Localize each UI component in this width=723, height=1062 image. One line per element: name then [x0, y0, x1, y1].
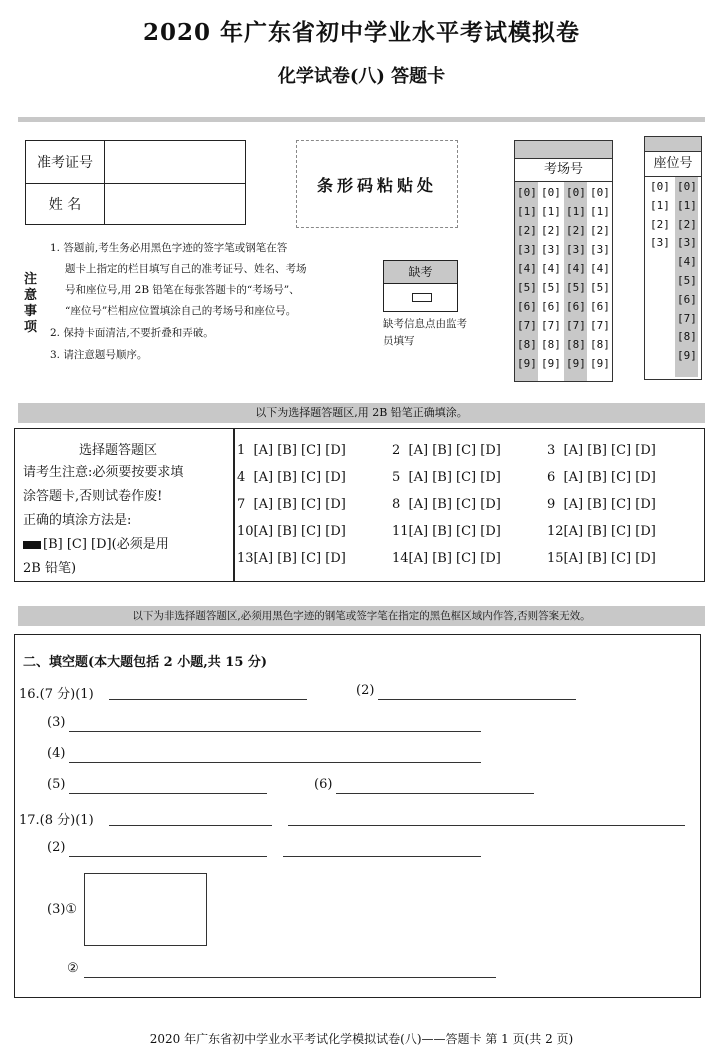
mc-question-7[interactable]: 7 [A] [B] [C] [D]: [237, 497, 346, 512]
q16-3-answer-line[interactable]: [69, 731, 481, 732]
absent-box: [383, 260, 458, 312]
exam-room-bubble[interactable]: [3]: [541, 243, 561, 256]
exam-room-bubble[interactable]: [6]: [541, 300, 561, 313]
q17-1-label: 17.(8 分)(1): [19, 813, 94, 828]
seat-bubble[interactable]: [6]: [677, 292, 697, 306]
exam-room-bubble[interactable]: [8]: [566, 338, 586, 351]
exam-room-bubble[interactable]: [7]: [590, 319, 610, 332]
exam-room-bubble[interactable]: [1]: [590, 205, 610, 218]
note-line: 号和座位号,用 2B 铅笔在每张答题卡的“考场号”、: [65, 284, 300, 296]
note-line: 2. 保持卡面清洁,不要折叠和弄破。: [50, 327, 214, 339]
exam-room-bubble[interactable]: [1]: [541, 205, 561, 218]
exam-room-label: 考场号: [515, 159, 612, 182]
exam-room-bubble[interactable]: [8]: [541, 338, 561, 351]
notes-heading: 注意事项: [24, 272, 38, 335]
mc-question-3[interactable]: 3 [A] [B] [C] [D]: [547, 443, 656, 458]
mc-instruction: [B] [C] [D](必须是用: [43, 537, 169, 552]
exam-room-bubble[interactable]: [2]: [590, 224, 610, 237]
seat-bubble[interactable]: [2]: [650, 217, 670, 231]
exam-room-bubble[interactable]: [0]: [566, 186, 586, 199]
exam-room-bubble[interactable]: [9]: [566, 357, 586, 370]
mc-instruction: 正确的填涂方法是:: [23, 513, 132, 528]
seat-grid: [644, 136, 702, 380]
exam-room-bubble[interactable]: [6]: [517, 300, 537, 313]
seat-label: 座位号: [645, 152, 701, 177]
mc-question-14[interactable]: 14[A] [B] [C] [D]: [392, 551, 501, 566]
note-line: 题卡上指定的栏目填写自己的准考证号、姓名、考场: [65, 263, 307, 275]
exam-id-field[interactable]: [106, 141, 244, 182]
mc-question-6[interactable]: 6 [A] [B] [C] [D]: [547, 470, 656, 485]
mc-instruction: 2B 铅笔): [23, 561, 77, 576]
mc-question-10[interactable]: 10[A] [B] [C] [D]: [237, 524, 346, 539]
q16-4-label: (4): [47, 746, 66, 761]
seat-bubble[interactable]: [4]: [677, 255, 697, 269]
mc-question-2[interactable]: 2 [A] [B] [C] [D]: [392, 443, 501, 458]
q17-2-answer-line[interactable]: [69, 856, 267, 857]
q16-2-answer-line[interactable]: [378, 699, 576, 700]
seat-bubble[interactable]: [8]: [677, 330, 697, 344]
mc-question-8[interactable]: 8 [A] [B] [C] [D]: [392, 497, 501, 512]
absent-bubble[interactable]: [412, 293, 432, 302]
divider: [18, 117, 705, 122]
q16-5-label: (5): [47, 777, 66, 792]
exam-room-bubble[interactable]: [8]: [517, 338, 537, 351]
mc-question-9[interactable]: 9 [A] [B] [C] [D]: [547, 497, 656, 512]
note-line: 3. 请注意题号顺序。: [50, 349, 148, 361]
exam-room-bubble[interactable]: [9]: [517, 357, 537, 370]
q17-3-drawing-box[interactable]: [84, 873, 207, 946]
exam-room-bubble[interactable]: [0]: [590, 186, 610, 199]
exam-room-bubble[interactable]: [5]: [590, 281, 610, 294]
exam-room-bubble[interactable]: [0]: [541, 186, 561, 199]
exam-room-bubble[interactable]: [2]: [517, 224, 537, 237]
seat-bubble[interactable]: [3]: [650, 236, 670, 250]
seat-bubble[interactable]: [1]: [677, 198, 697, 212]
page-subtitle: 化学试卷(八) 答题卡: [277, 66, 446, 87]
seat-col: [675, 177, 698, 377]
non-mc-banner: 以下为非选择题答题区,必须用黑色字迹的钢笔或签字笔在指定的黑色框区域内作答,否则答案无效。: [18, 606, 705, 626]
q16-4-answer-line[interactable]: [69, 762, 481, 763]
name-field[interactable]: [106, 184, 244, 224]
q17-1-answer-line[interactable]: [109, 825, 272, 826]
q17-3-label: (3)①: [47, 902, 78, 917]
exam-room-bubble[interactable]: [4]: [590, 262, 610, 275]
q16-6-answer-line[interactable]: [336, 793, 534, 794]
exam-room-grid: [514, 140, 613, 382]
note-line: 1. 答题前,考生务必用黑色字迹的签字笔或钢笔在答: [50, 242, 288, 254]
seat-bubble[interactable]: [1]: [650, 198, 670, 212]
exam-room-bubble[interactable]: [1]: [566, 205, 586, 218]
mc-banner: 以下为选择题答题区,用 2B 铅笔正确填涂。: [18, 403, 705, 423]
exam-room-bubble[interactable]: [9]: [541, 357, 561, 370]
page-title: 2020 年广东省初中学业水平考试模拟卷: [142, 19, 581, 46]
note-line: “座位号”栏相应位置填涂自己的考场号和座位号。: [65, 305, 297, 317]
q16-3-label: (3): [47, 715, 66, 730]
exam-room-bubble[interactable]: [7]: [566, 319, 586, 332]
q16-1-answer-line[interactable]: [109, 699, 307, 700]
exam-room-bubble[interactable]: [4]: [566, 262, 586, 275]
student-info-table: [25, 140, 246, 225]
exam-id-label: 准考证号: [26, 141, 105, 183]
seat-bubble[interactable]: [2]: [677, 217, 697, 231]
exam-room-col: [515, 182, 538, 381]
seat-bubble[interactable]: [0]: [677, 180, 697, 193]
exam-room-bubble[interactable]: [9]: [590, 357, 610, 370]
absent-note: 缺考信息点由监考员填写: [383, 318, 467, 347]
q16-1-label: 16.(7 分)(1): [19, 687, 94, 702]
exam-room-col: [564, 182, 587, 381]
mc-question-1[interactable]: 1 [A] [B] [C] [D]: [237, 443, 346, 458]
q17-3b-label: ②: [67, 961, 79, 976]
mc-question-15[interactable]: 15[A] [B] [C] [D]: [547, 551, 656, 566]
mc-instruction: 请考生注意:必须要按要求填: [23, 465, 184, 480]
exam-room-bubble[interactable]: [2]: [566, 224, 586, 237]
mc-question-12[interactable]: 12[A] [B] [C] [D]: [547, 524, 656, 539]
exam-room-bubble[interactable]: [2]: [541, 224, 561, 237]
exam-room-bubble[interactable]: [7]: [517, 319, 537, 332]
exam-room-col: [539, 182, 562, 381]
seat-bubble[interactable]: [7]: [677, 311, 697, 325]
q17-3b-answer-line[interactable]: [84, 977, 496, 978]
exam-room-bubble[interactable]: [0]: [517, 186, 537, 199]
exam-room-bubble[interactable]: [4]: [541, 262, 561, 275]
seat-bubble[interactable]: [9]: [677, 349, 697, 363]
exam-room-bubble[interactable]: [5]: [517, 281, 537, 294]
mc-question-11[interactable]: 11[A] [B] [C] [D]: [392, 524, 501, 539]
exam-room-bubble[interactable]: [5]: [541, 281, 561, 294]
absent-label: 缺考: [384, 261, 457, 284]
fill-in-area: [14, 634, 701, 998]
mc-answer-area: [14, 428, 705, 582]
q16-2-label: (2): [356, 683, 375, 698]
exam-room-bubble[interactable]: [3]: [517, 243, 537, 256]
exam-room-bubble[interactable]: [8]: [590, 338, 610, 351]
q17-1b-answer-line[interactable]: [288, 825, 685, 826]
mc-instruction: 涂答题卡,否则试卷作废!: [23, 489, 163, 504]
filled-bubble-example: [23, 541, 41, 549]
exam-room-bubble[interactable]: [4]: [517, 262, 537, 275]
q16-6-label: (6): [314, 777, 333, 792]
name-label: 姓 名: [26, 183, 105, 225]
seat-bubble[interactable]: [0]: [650, 180, 670, 193]
mc-question-13[interactable]: 13[A] [B] [C] [D]: [237, 551, 346, 566]
seat-bubble[interactable]: [3]: [677, 236, 697, 250]
exam-room-bubble[interactable]: [7]: [541, 319, 561, 332]
mc-title: 选择题答题区: [78, 443, 157, 458]
mc-question-5[interactable]: 5 [A] [B] [C] [D]: [392, 470, 501, 485]
q17-2-label: (2): [47, 840, 66, 855]
barcode-area: 条形码粘贴处: [296, 140, 458, 228]
exam-room-bubble[interactable]: [6]: [590, 300, 610, 313]
exam-room-bubble[interactable]: [6]: [566, 300, 586, 313]
q17-2b-answer-line[interactable]: [283, 856, 481, 857]
exam-room-bubble[interactable]: [1]: [517, 205, 537, 218]
mc-question-4[interactable]: 4 [A] [B] [C] [D]: [237, 470, 346, 485]
seat-bubble[interactable]: [5]: [677, 274, 697, 287]
page-footer: 2020 年广东省初中学业水平考试化学模拟试卷(八)——答题卡 第 1 页(共 2 页): [149, 1032, 574, 1046]
exam-room-col: [588, 182, 611, 381]
exam-room-bubble[interactable]: [5]: [566, 281, 586, 294]
seat-col: [648, 177, 671, 377]
exam-room-bubble[interactable]: [3]: [590, 243, 610, 256]
exam-room-bubble[interactable]: [3]: [566, 243, 586, 256]
section-heading: 二、填空题(本大题包括 2 小题,共 15 分): [23, 655, 268, 670]
q16-5-answer-line[interactable]: [69, 793, 267, 794]
